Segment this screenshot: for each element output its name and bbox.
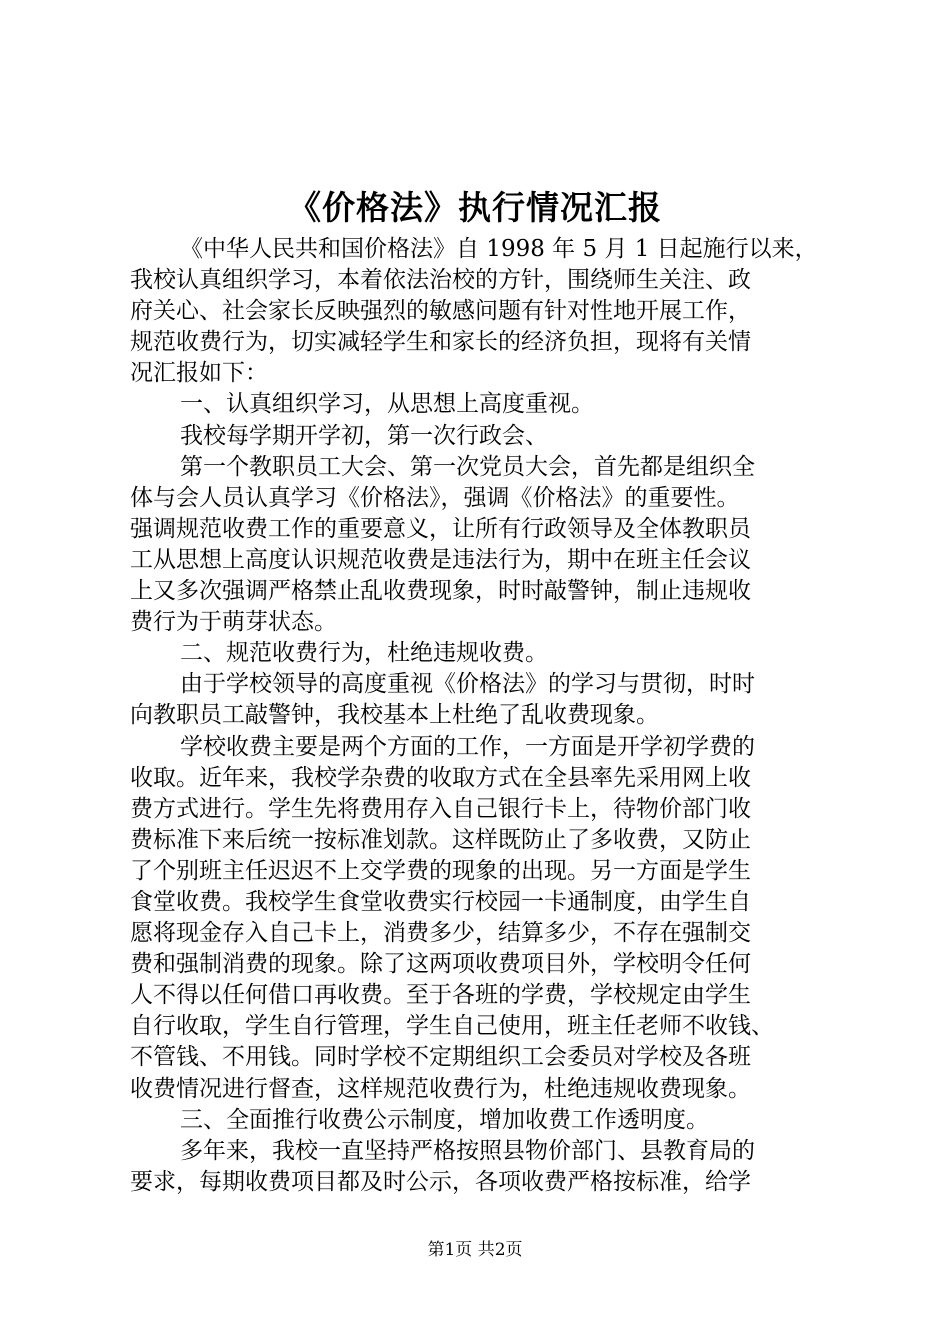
body-line: 工从思想上高度认识规范收费是违法行为，期中在班主任会议 (130, 546, 751, 573)
body-line: 费标准下来后统一按标准划款。这样既防止了多收费，又防止 (130, 826, 751, 853)
document-body (130, 234, 836, 1198)
page-footer: 第1页 共2页 (427, 1240, 523, 1260)
body-line: 自行收取，学生自行管理，学生自己使用，班主任老师不收钱、 (130, 1013, 774, 1040)
body-line: 要求，每期收费项目都及时公示，各项收费严格按标准，给学 (130, 1168, 751, 1195)
body-line: 学校收费主要是两个方面的工作，一方面是开学初学费的 (180, 733, 755, 760)
body-line: 体与会人员认真学习《价格法》，强调《价格法》的重要性。 (130, 484, 740, 511)
section-heading-2: 二、规范收费行为，杜绝违规收费。 (180, 640, 548, 667)
body-line: 不管钱、不用钱。同时学校不定期组织工会委员对学校及各班 (130, 1044, 751, 1071)
body-line: 府关心、社会家长反映强烈的敏感问题有针对性地开展工作， (130, 298, 751, 325)
body-line: 人不得以任何借口再收费。至于各班的学费，学校规定由学生 (130, 982, 751, 1009)
body-line: 强调规范收费工作的重要意义，让所有行政领导及全体教职员 (130, 515, 751, 542)
body-line: 费和强制消费的现象。除了这两项收费项目外，学校明令任何 (130, 951, 751, 978)
body-line: 费方式进行。学生先将费用存入自己银行卡上，待物价部门收 (130, 795, 751, 822)
document-title: 《价格法》执行情况汇报 (288, 188, 662, 227)
body-line: 了个别班主任迟迟不上交学费的现象的出现。另一方面是学生 (130, 857, 751, 884)
body-line: 我校认真组织学习，本着依法治校的方针，围绕师生关注、政 (130, 267, 751, 294)
body-line: 愿将现金存入自己卡上，消费多少，结算多少，不存在强制交 (130, 920, 751, 947)
body-line: 由于学校领导的高度重视《价格法》的学习与贯彻，时时 (180, 671, 755, 698)
body-line: 多年来，我校一直坚持严格按照县物价部门、县教育局的 (180, 1137, 755, 1164)
body-line: 向教职员工敲警钟，我校基本上杜绝了乱收费现象。 (130, 702, 659, 729)
section-heading-3: 三、全面推行收费公示制度，增加收费工作透明度。 (180, 1106, 709, 1133)
section-heading-1: 一、认真组织学习，从思想上高度重视。 (180, 391, 594, 418)
body-line: 收取。近年来，我校学杂费的收取方式在全县率先采用网上收 (130, 764, 751, 791)
body-line: 上又多次强调严格禁止乱收费现象，时时敲警钟，制止违规收 (130, 578, 751, 605)
body-line: 我校每学期开学初，第一次行政会、 (180, 422, 548, 449)
body-line: 规范收费行为，切实减轻学生和家长的经济负担，现将有关情 (130, 329, 751, 356)
body-line: 食堂收费。我校学生食堂收费实行校园一卡通制度，由学生自 (130, 888, 751, 915)
body-line: 收费情况进行督查，这样规范收费行为，杜绝违规收费现象。 (130, 1075, 751, 1102)
body-line: 《中华人民共和国价格法》自 1998 年 5 月 1 日起施行以来， (180, 236, 818, 262)
body-line: 况汇报如下： (130, 360, 268, 387)
body-line: 第一个教职员工大会、第一次党员大会，首先都是组织全 (180, 453, 755, 480)
body-line: 费行为于萌芽状态。 (130, 609, 337, 636)
